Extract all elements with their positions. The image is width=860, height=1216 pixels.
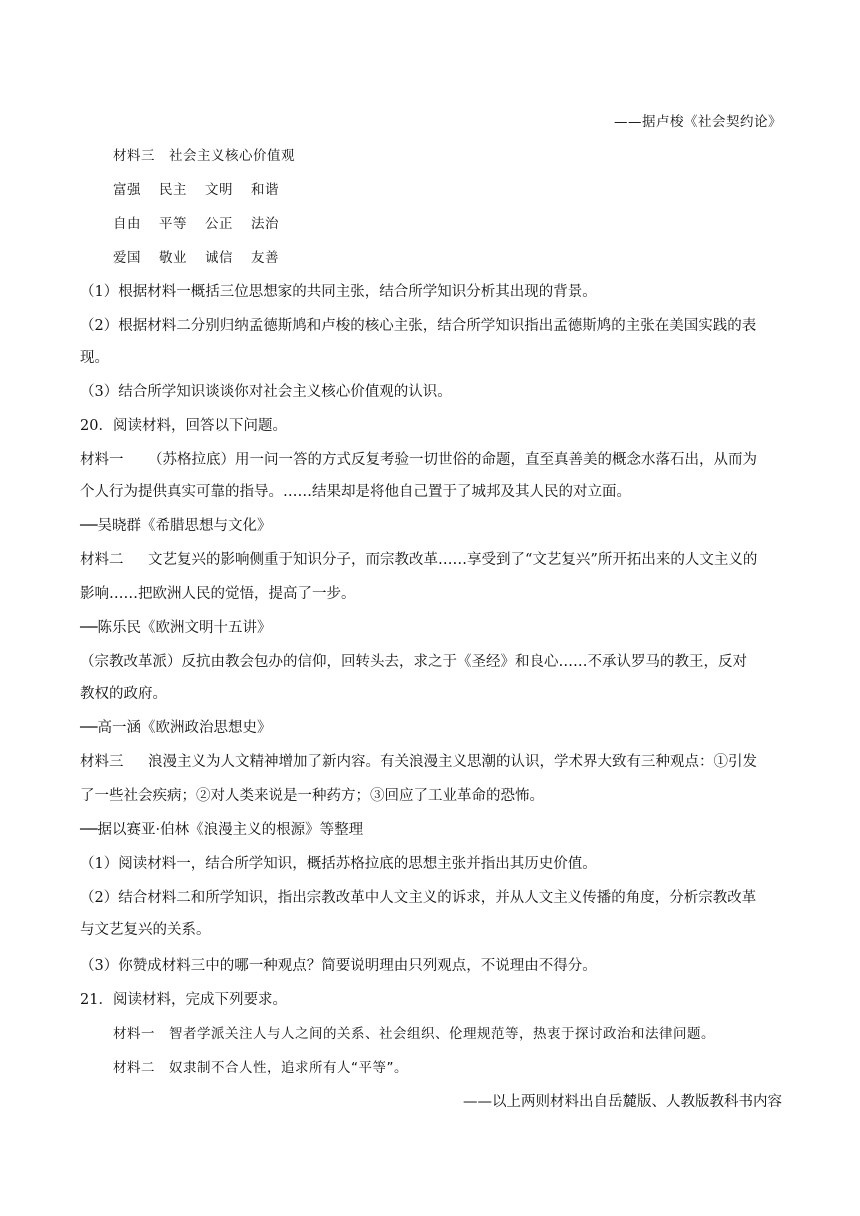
q20-sub-question-1: （1）阅读材料一，结合所学知识，概括苏格拉底的思想主张并指出其历史价值。 <box>80 856 597 872</box>
q20-material-2-line-1 <box>80 550 757 570</box>
q19-sub-question-2-line-2: 现。 <box>80 350 109 366</box>
value-item: 平等 <box>159 216 187 232</box>
value-item: 爱国 <box>113 250 141 266</box>
material-text: 浪漫主义为人文精神增加了新内容。有关浪漫主义思潮的认识，学术界大致有三种观点：①引发 <box>148 754 757 770</box>
q20-material-2b-line-2: 教权的政府。 <box>80 686 167 702</box>
material-text: （苏格拉底）用一问一答的方式反复考验一切世俗的命题，直至真善美的概念水落石出，从而为 <box>148 452 757 468</box>
material-label: 材料一 <box>80 452 124 468</box>
value-item: 友善 <box>251 250 279 266</box>
q20-material-2-source: ──陈乐民《欧洲文明十五讲》 <box>80 620 272 636</box>
q20-material-1-source: ──吴晓群《希腊思想与文化》 <box>80 518 272 534</box>
q19-sub-question-2-line-1: （2）根据材料二分别归纳孟德斯鸠和卢梭的核心主张，结合所学知识指出孟德斯鸠的主张在美国实践的表 <box>80 318 757 334</box>
value-item: 自由 <box>113 216 141 232</box>
source-rousseau: ——据卢梭《社会契约论》 <box>614 114 782 130</box>
q19-sub-question-1: （1）根据材料一概括三位思想家的共同主张，结合所学知识分析其出现的背景。 <box>80 284 597 300</box>
q20-material-2b-source: ──高一涵《欧洲政治思想史》 <box>80 720 272 736</box>
material-label: 材料二 <box>80 552 124 568</box>
core-values-row-3 <box>113 248 297 268</box>
value-item: 诚信 <box>205 250 233 266</box>
material-text: 文艺复兴的影响侧重于知识分子，而宗教改革……享受到了“文艺复兴”所开拓出来的人文主义的 <box>148 552 758 568</box>
value-item: 法治 <box>251 216 279 232</box>
q20-sub-question-2-line-1: （2）结合材料二和所学知识，指出宗教改革中人文主义的诉求，并从人文主义传播的角度，分析宗教改革 <box>80 890 757 906</box>
q20-material-1-line-2: 个人行为提供真实可靠的指导。……结果却是将他自己置于了城邦及其人民的对立面。 <box>80 484 631 500</box>
material-3-core-values-title: 材料三 社会主义核心价值观 <box>113 148 295 164</box>
q20-material-3-line-1 <box>80 752 757 772</box>
q19-sub-question-3: （3）结合所学知识谈谈你对社会主义核心价值观的认识。 <box>80 384 452 400</box>
value-item: 公正 <box>205 216 233 232</box>
q21-material-2: 材料二 奴隶制不合人性，追求所有人“平等”。 <box>113 1060 408 1076</box>
q20-sub-question-3: （3）你赞成材料三中的哪一种观点？简要说明理由只列观点，不说理由不得分。 <box>80 958 597 974</box>
q21-source: ——以上两则材料出自岳麓版、人教版教科书内容 <box>463 1094 782 1110</box>
q20-material-2-line-2: 影响……把欧洲人民的觉悟，提高了一步。 <box>80 586 356 602</box>
value-item: 文明 <box>205 182 233 198</box>
q21-material-1: 材料一 智者学派关注人与人之间的关系、社会组织、伦理规范等，热衷于探讨政治和法律问题。 <box>113 1026 715 1042</box>
core-values-row-2 <box>113 214 297 234</box>
q20-material-1-line-1 <box>80 450 757 470</box>
q20-material-2b-line-1: （宗教改革派）反抗由教会包办的信仰，回转头去，求之于《圣经》和良心……不承认罗马的教王，反对 <box>80 654 747 670</box>
core-values-row-1 <box>113 180 297 200</box>
value-item: 富强 <box>113 182 141 198</box>
material-label: 材料三 <box>80 754 124 770</box>
q20-material-3-line-2: 了一些社会疾病；②对人类来说是一种药方；③回应了工业革命的恐怖。 <box>80 788 544 804</box>
value-item: 敬业 <box>159 250 187 266</box>
q20-material-3-source: ──据以赛亚·伯林《浪漫主义的根源》等整理 <box>80 822 364 838</box>
q21-title: 21．阅读材料，完成下列要求。 <box>80 992 287 1008</box>
q20-sub-question-2-line-2: 与文艺复兴的关系。 <box>80 922 211 938</box>
value-item: 民主 <box>159 182 187 198</box>
q20-title: 20．阅读材料，回答以下问题。 <box>80 418 287 434</box>
value-item: 和谐 <box>251 182 279 198</box>
